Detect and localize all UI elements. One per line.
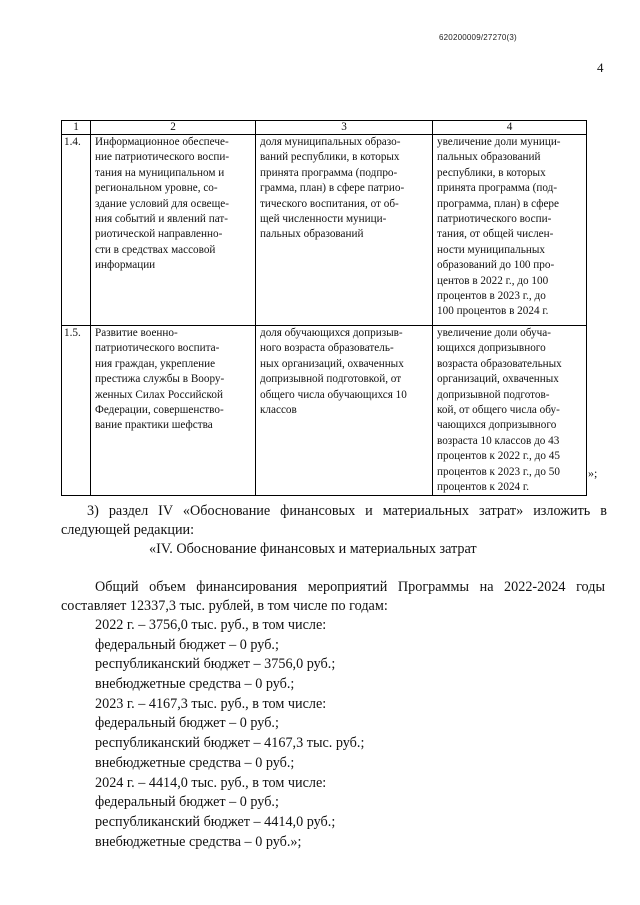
cell-line: ных организаций, охваченных: [260, 357, 404, 370]
cell-line: республики, в которых: [437, 166, 546, 179]
budget-line: внебюджетные средства – 0 руб.;: [95, 676, 295, 693]
cell-line: доля муниципальных образо-: [260, 136, 401, 148]
cell-line: тания, от общей числен-: [437, 228, 554, 241]
cell-line: ваний республики, в которых: [260, 151, 400, 164]
budget-line: внебюджетные средства – 0 руб.»;: [95, 833, 302, 850]
cell-line: женных Силах Российской: [95, 388, 223, 401]
cell-line: процентов к 2022 г., до 45: [437, 450, 560, 463]
cell-line: возраста 10 классов до 43: [437, 434, 560, 447]
table-row: [62, 326, 587, 496]
cell-line: патриотического воспи-: [437, 213, 552, 226]
cell-line: престижа службы в Воору-: [95, 373, 225, 386]
cell-line: щей численности муници-: [260, 213, 387, 226]
cell-line: здание условий для освеще-: [95, 197, 229, 210]
section-title: «IV. Обоснование финансовых и материальных затрат: [149, 541, 477, 557]
cell-line: увеличение доли обуча-: [437, 327, 551, 339]
total-funding-text-cont: составляет 12337,3 тыс. рублей, в том числе по годам:: [61, 598, 388, 614]
table-header-row: [62, 121, 587, 135]
budget-line: федеральный бюджет – 0 руб.;: [95, 794, 279, 811]
budget-line: республиканский бюджет – 4414,0 руб.;: [95, 813, 336, 830]
cell-line: Федерации, совершенство-: [95, 404, 224, 417]
table-header-cell: 2: [91, 121, 256, 135]
cell-line: ние патриотического воспи-: [95, 151, 230, 164]
cell-line: ния граждан, укрепление: [95, 357, 216, 370]
cell-line: классов: [260, 404, 297, 417]
cell-line: информации: [95, 259, 156, 272]
cell-line: вание практики шефства: [95, 419, 213, 432]
cell-line: допризывной подготов-: [437, 388, 550, 401]
cell-line: ности муниципальных: [437, 243, 545, 256]
page-number: 4: [597, 60, 604, 75]
budget-breakdown-list: [95, 616, 364, 852]
cell-line: Развитие военно-: [95, 327, 178, 339]
cell-line: 100 процентов в 2024 г.: [437, 305, 549, 318]
measure-cell: [91, 135, 256, 326]
budget-line: федеральный бюджет – 0 руб.;: [95, 715, 279, 732]
row-number: 1.5.: [62, 326, 91, 496]
table-header-cell: 4: [433, 121, 587, 135]
target-cell: [433, 326, 587, 496]
cell-line: Информационное обеспече-: [95, 136, 229, 148]
total-funding-text: Общий объем финансирования мероприятий Программы на 2022-2024 годы: [95, 579, 605, 595]
cell-line: ного возраста образователь-: [260, 342, 394, 355]
cell-line: чающихся допризывного: [437, 419, 557, 432]
indicator-cell: [256, 135, 433, 326]
table-header-cell: 3: [256, 121, 433, 135]
cell-line: ния событий и явлений пат-: [95, 213, 228, 226]
cell-line: допризывной подготовкой, от: [260, 373, 402, 386]
budget-line: 2022 г. – 3756,0 тыс. руб., в том числе:: [95, 617, 327, 633]
cell-line: процентов в 2023 г., до: [437, 290, 546, 303]
cell-line: организаций, охваченных: [437, 373, 559, 386]
cell-line: риотической направленно-: [95, 228, 223, 241]
cell-line: сти в средствах массовой: [95, 243, 216, 256]
cell-line: пальных образований: [260, 228, 364, 241]
cell-line: центов в 2022 г., до 100: [437, 274, 549, 287]
table-row: [62, 135, 587, 326]
program-indicators-table: [61, 120, 587, 496]
cell-line: тания на муниципальном и: [95, 166, 225, 179]
cell-line: увеличение доли муници-: [437, 136, 561, 148]
cell-line: программа, план) в сфере: [437, 197, 559, 210]
cell-line: принята программа (под-: [437, 182, 558, 195]
cell-line: кой, от общего числа обу-: [437, 404, 560, 417]
cell-line: ющихся допризывного: [437, 342, 546, 355]
item-3-text-cont: следующей редакции:: [61, 522, 195, 538]
budget-line: внебюджетные средства – 0 руб.;: [95, 754, 295, 771]
cell-line: тического воспитания, от об-: [260, 197, 399, 210]
budget-line: 2023 г. – 4167,3 тыс. руб., в том числе:: [95, 695, 327, 712]
cell-line: общего числа обучающихся 10: [260, 388, 407, 401]
cell-line: патриотического воспита-: [95, 342, 220, 355]
budget-line: республиканский бюджет – 3756,0 руб.;: [95, 656, 336, 673]
cell-line: доля обучающихся допризыв-: [260, 327, 403, 339]
cell-line: принята программа (подпро-: [260, 166, 398, 179]
budget-line: республиканский бюджет – 4167,3 тыс. руб.;: [95, 735, 365, 752]
table-header-cell: 1: [62, 121, 91, 135]
cell-line: грамма, план) в сфере патрио-: [260, 182, 405, 195]
cell-line: образований до 100 про-: [437, 259, 555, 272]
target-cell: [433, 135, 587, 326]
cell-line: возраста образовательных: [437, 357, 562, 370]
row-number: 1.4.: [62, 135, 91, 326]
cell-line: процентов к 2023 г., до 50: [437, 465, 560, 478]
indicator-cell: [256, 326, 433, 496]
budget-line: 2024 г. – 4414,0 тыс. руб., в том числе:: [95, 774, 327, 791]
item-3-text: 3) раздел IV «Обоснование финансовых и материальных затрат» изложить в: [87, 503, 607, 519]
cell-line: региональном уровне, со-: [95, 182, 218, 195]
measure-cell: [91, 326, 256, 496]
table-close-quote: »;: [588, 466, 598, 480]
budget-line: федеральный бюджет – 0 руб.;: [95, 636, 279, 653]
cell-line: пальных образований: [437, 151, 541, 164]
document-id: 620200009/27270(3): [439, 33, 517, 42]
cell-line: процентов к 2024 г.: [437, 481, 530, 494]
